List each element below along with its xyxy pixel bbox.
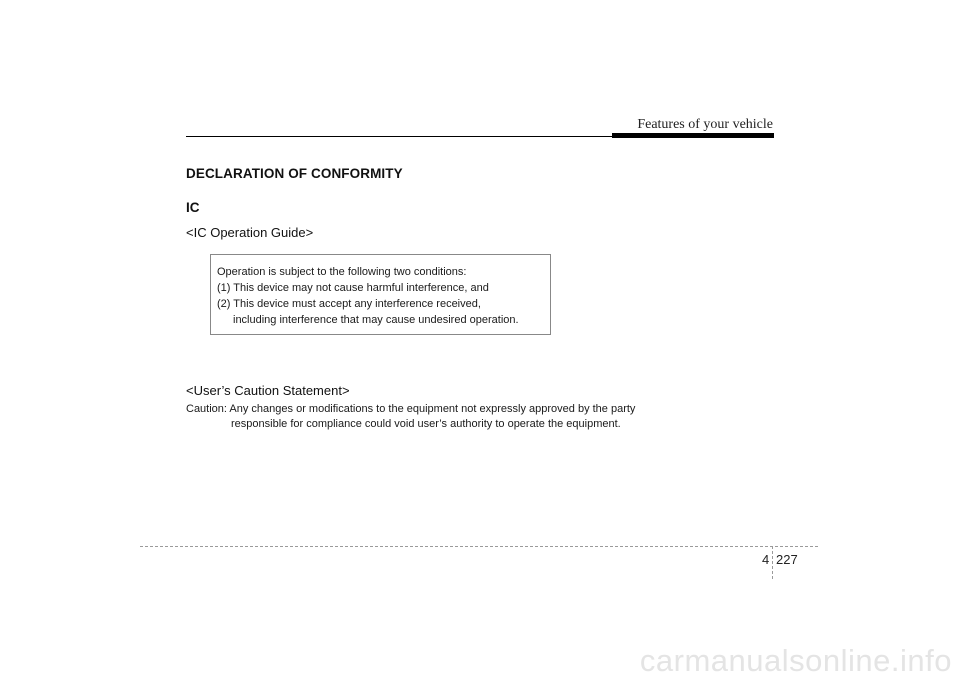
header-rule-accent: [612, 133, 774, 138]
ic-condition-line: Operation is subject to the following two conditions:: [217, 266, 467, 278]
footer-divider: [772, 546, 773, 579]
page-number: 227: [776, 552, 798, 567]
watermark: carmanualsonline.info: [639, 643, 952, 678]
ic-condition-line: (1) This device may not cause harmful interference, and: [217, 282, 489, 294]
caution-line: responsible for compliance could void user’s authority to operate the equipment.: [231, 418, 621, 430]
ic-condition-line: including interference that may cause undesired operation.: [233, 314, 519, 326]
caution-statement: [186, 402, 635, 432]
caution-heading: <User’s Caution Statement>: [186, 383, 350, 398]
page-chapter: 4: [762, 552, 770, 567]
ic-conditions-box: [210, 254, 551, 335]
section-subtitle: IC: [186, 200, 200, 215]
ic-guide-heading: <IC Operation Guide>: [186, 225, 314, 240]
section-title: DECLARATION OF CONFORMITY: [186, 166, 403, 181]
ic-condition-line: (2) This device must accept any interference received,: [217, 298, 481, 310]
header-title: Features of your vehicle: [637, 117, 773, 132]
caution-line: Caution: Any changes or modifications to the equipment not expressly approved by the party: [186, 403, 636, 415]
footer-rule: [140, 546, 818, 547]
